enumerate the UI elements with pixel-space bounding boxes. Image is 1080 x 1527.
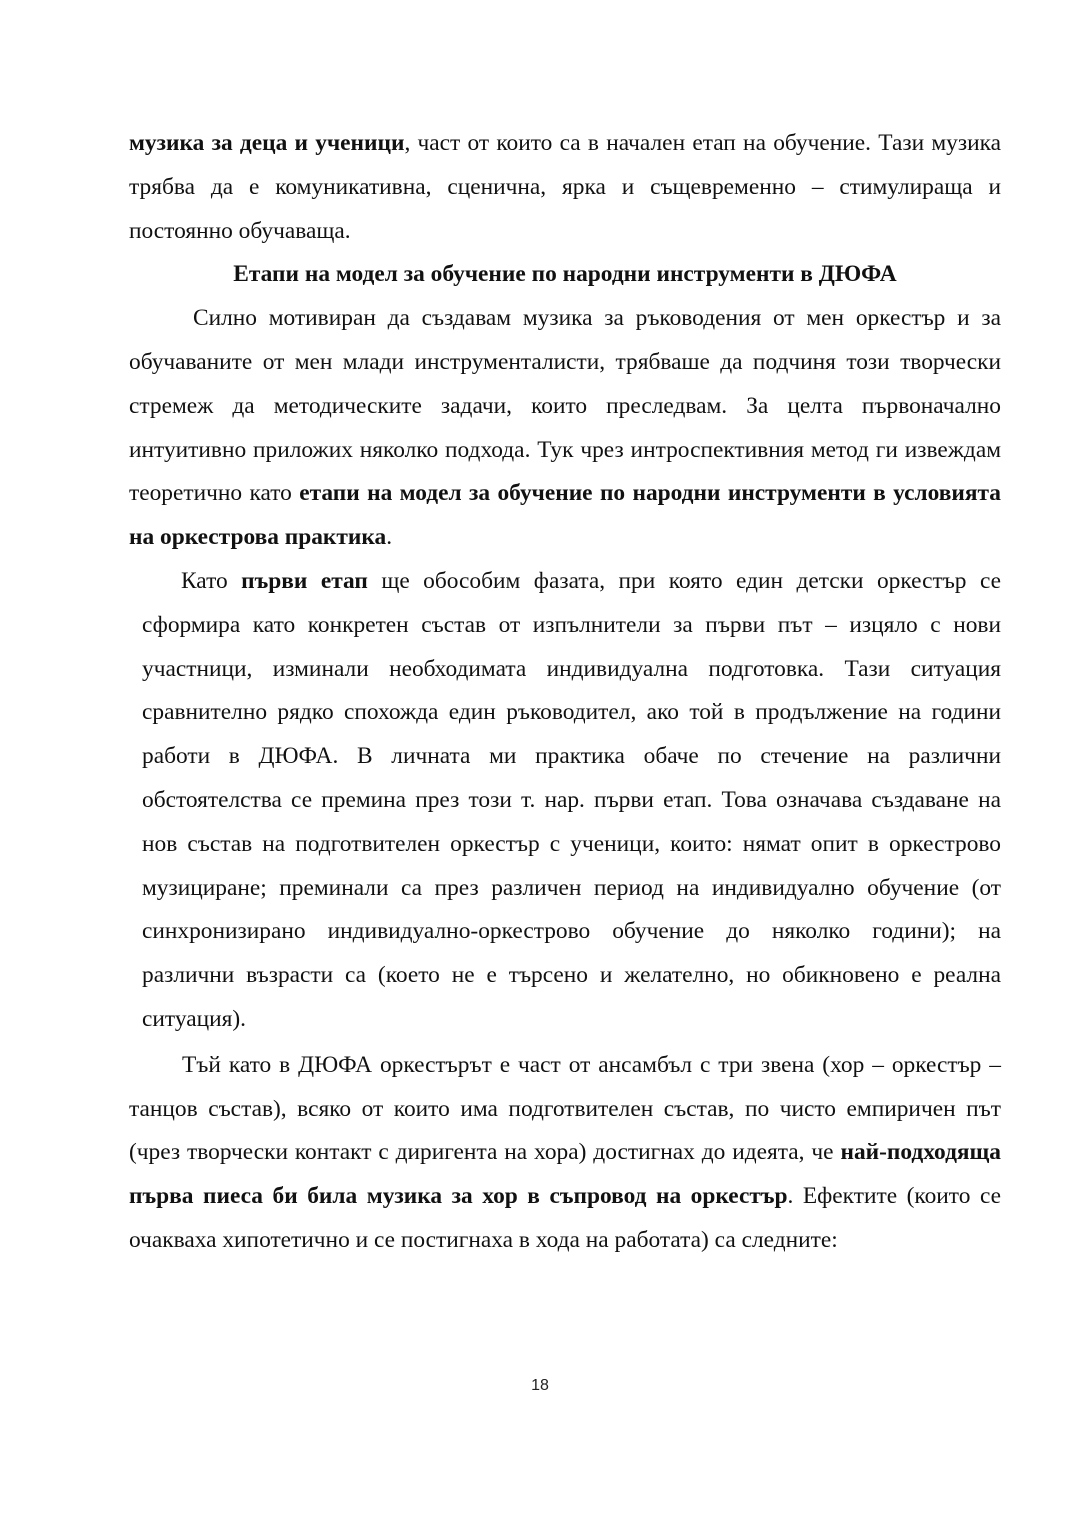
paragraph-text: Силно мотивиран да създавам музика за ръководения от мен оркестър и за обучаваните от мен млади инструменталисти, трябваше да подчиня този творчески стремеж да методическите задачи, които преследвам. За целта първоначално интуитивно приложих няколко подхода. Тук чрез интроспективния метод ги извеждам теоретично като [129,305,1001,507]
paragraph-end: . [386,524,393,551]
paragraph-lead: Като [181,567,242,594]
paragraph-text: ще обособим фазата, при която един детски оркестър се сформира като конкретен състав от изпълнители за първи път – изцяло с нови участници, изминали необходимата индивидуална подготовка. Тази ситуация сравнително рядко спохожда един ръководител, ако той в продължение на години работи в ДЮФА. В личната ми практика обаче по стечение на различни обстоятелства се премина през този т. нар. първи етап. Това означава създаване на нов състав на подготвителен оркестър с ученици, които: нямат опит в оркестрово музициране; преминали са през различен период на индивидуално обучение (от синхронизирано индивидуално-оркестрово обучение до няколко години); на различни възрасти са (което не е търсено и желателно, но обикновено е реална ситуация). [142,567,1001,1032]
paragraph-ensemble [129,1044,1001,1263]
paragraph-first-stage [142,560,1001,1042]
paragraph-motivation [129,297,1001,560]
paragraph-lead: Тъй като в ДЮФА оркестърът е част от ансамбъл с три звена (хор – оркестър – танцов състав), всяко от които има подготвителен състав, по чисто емпиричен път (чрез творчески контакт с диригента на хора) достигнах до идеята, че [129,1051,1001,1166]
paragraph-text: . Ефектите (които се очакваха хипотетично и се постигнаха в хода на работата) са следните: [129,1183,1002,1253]
bold-phrase: музика за деца и ученици [129,130,405,156]
section-heading: Етапи на модел за обучение по народни инструменти в ДЮФА [233,261,897,288]
document-body [129,122,1001,1263]
bold-phrase: етапи на модел за обучение по народни инструменти в условията на оркестрова практика [129,480,1001,551]
paragraph-intro [129,122,1001,253]
page-number: 18 [531,1377,549,1394]
bold-phrase: най-подходяща първа пиеса би била музика за хор в съпровод на оркестър [129,1139,1001,1210]
paragraph-text: , част от които са в начален етап на обучение. Тази музика трябва да е комуникативна, сценична, ярка и същевременно – стимулираща и постоянно обучаваща. [129,130,1001,244]
bold-phrase: първи етап [241,567,368,594]
